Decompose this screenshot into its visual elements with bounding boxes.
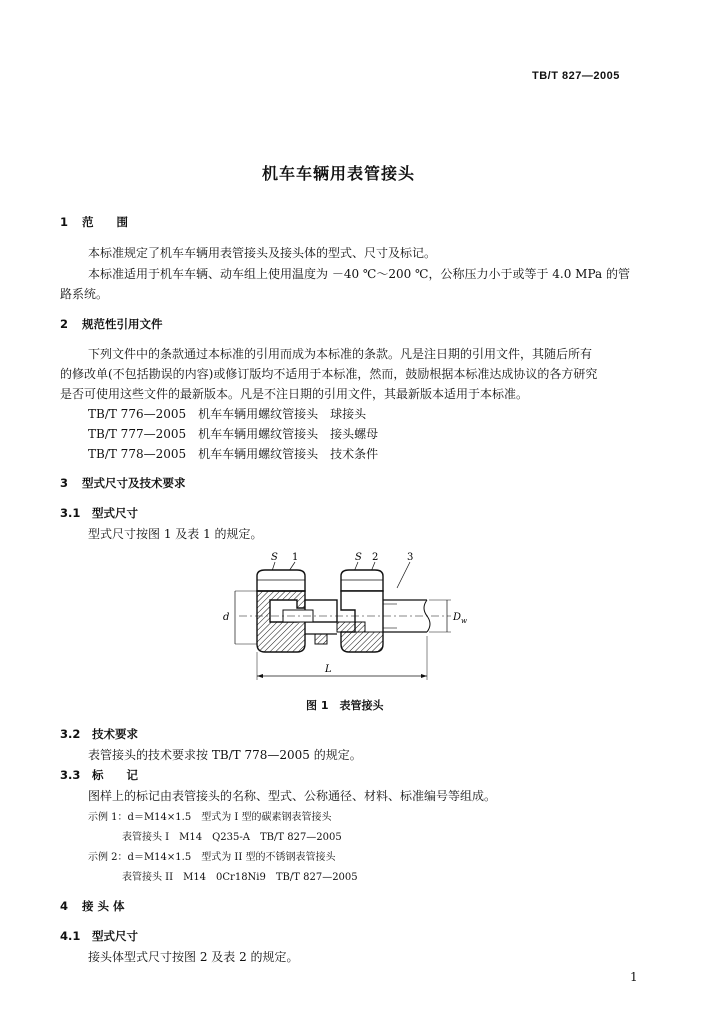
label-dw: D	[453, 612, 462, 623]
label-s1: S	[271, 552, 278, 563]
subsection-title: 型式尺寸	[92, 506, 138, 520]
section-3-heading	[60, 475, 186, 491]
section-number: 1	[60, 215, 69, 229]
page-title: 机车车辆用表管接头	[262, 164, 416, 183]
subsection-number: 3.3	[60, 768, 81, 782]
figure-1-drawing	[215, 548, 475, 688]
subsection-3-1-heading	[60, 505, 138, 521]
paragraph-line: 是否可使用这些文件的最新版本。凡是不注日期的引用文件，其最新版本适用于本标准。	[60, 387, 529, 401]
standard-code: TB/T 827—2005	[532, 70, 620, 82]
paragraph: 本标准规定了机车车辆用表管接头及接头体的型式、尺寸及标记。	[88, 246, 437, 260]
paragraph-line: 本标准适用于机车车辆、动车组上使用温度为 －40 ℃～200 ℃，公称压力小于或等于 4.0 MPa 的管	[88, 267, 630, 281]
page-number: 1	[630, 970, 638, 984]
section-number: 3	[60, 476, 69, 490]
label-3: 3	[407, 552, 414, 563]
section-title: 规范性引用文件	[82, 317, 163, 331]
section-title: 接 头 体	[82, 899, 125, 913]
label-2: 2	[372, 552, 379, 563]
section-title: 型式尺寸及技术要求	[82, 476, 186, 490]
section-number: 2	[60, 317, 69, 331]
subsection-3-3-heading	[60, 767, 138, 783]
label-1: 1	[292, 552, 299, 563]
label-s2: S	[355, 552, 362, 563]
reference-item: TB/T 777—2005 机车车辆用螺纹管接头 接头螺母	[88, 427, 379, 441]
section-4-heading	[60, 898, 125, 914]
subsection-4-1-heading	[60, 928, 138, 944]
paragraph-line: 下列文件中的条款通过本标准的引用而成为本标准的条款。凡是注日期的引用文件，其随后所有	[88, 347, 593, 361]
subsection-number: 3.1	[60, 506, 81, 520]
example-line: 表管接头 II M14 0Cr18Ni9 TB/T 827—2005	[122, 872, 358, 883]
reference-item: TB/T 778—2005 机车车辆用螺纹管接头 技术条件	[88, 447, 379, 461]
subsection-title: 型式尺寸	[92, 929, 138, 943]
section-2-heading	[60, 316, 163, 332]
reference-item: TB/T 776—2005 机车车辆用螺纹管接头 球接头	[88, 407, 367, 421]
subsection-3-2-heading	[60, 726, 138, 742]
figure-caption: 图 1 表管接头	[306, 699, 384, 712]
section-1-heading	[60, 214, 128, 230]
paragraph: 图样上的标记由表管接头的名称、型式、公称通径、材料、标准编号等组成。	[88, 789, 497, 803]
paragraph: 型式尺寸按图 1 及表 1 的规定。	[88, 527, 263, 541]
paragraph-line: 的修改单(不包括勘误的内容)或修订版均不适用于本标准，然而，鼓励根据本标准达成协议的各方研究	[60, 367, 598, 381]
paragraph-line: 路系统。	[60, 287, 109, 301]
subsection-number: 3.2	[60, 727, 81, 741]
paragraph: 接头体型式尺寸按图 2 及表 2 的规定。	[88, 950, 299, 964]
subsection-title: 标 记	[92, 768, 138, 782]
example-line: 示例 1：d＝M14×1.5 型式为 I 型的碳素钢表管接头	[88, 812, 332, 823]
label-dw-subscript: w	[461, 617, 467, 625]
section-title: 范 围	[82, 215, 128, 229]
paragraph: 表管接头的技术要求按 TB/T 778—2005 的规定。	[88, 748, 362, 762]
subsection-number: 4.1	[60, 929, 81, 943]
subsection-title: 技术要求	[92, 727, 138, 741]
section-number: 4	[60, 899, 69, 913]
label-d: d	[223, 612, 230, 623]
example-line: 表管接头 I M14 Q235-A TB/T 827—2005	[122, 832, 342, 843]
label-l: L	[325, 664, 332, 675]
example-line: 示例 2：d＝M14×1.5 型式为 II 型的不锈钢表管接头	[88, 852, 336, 863]
